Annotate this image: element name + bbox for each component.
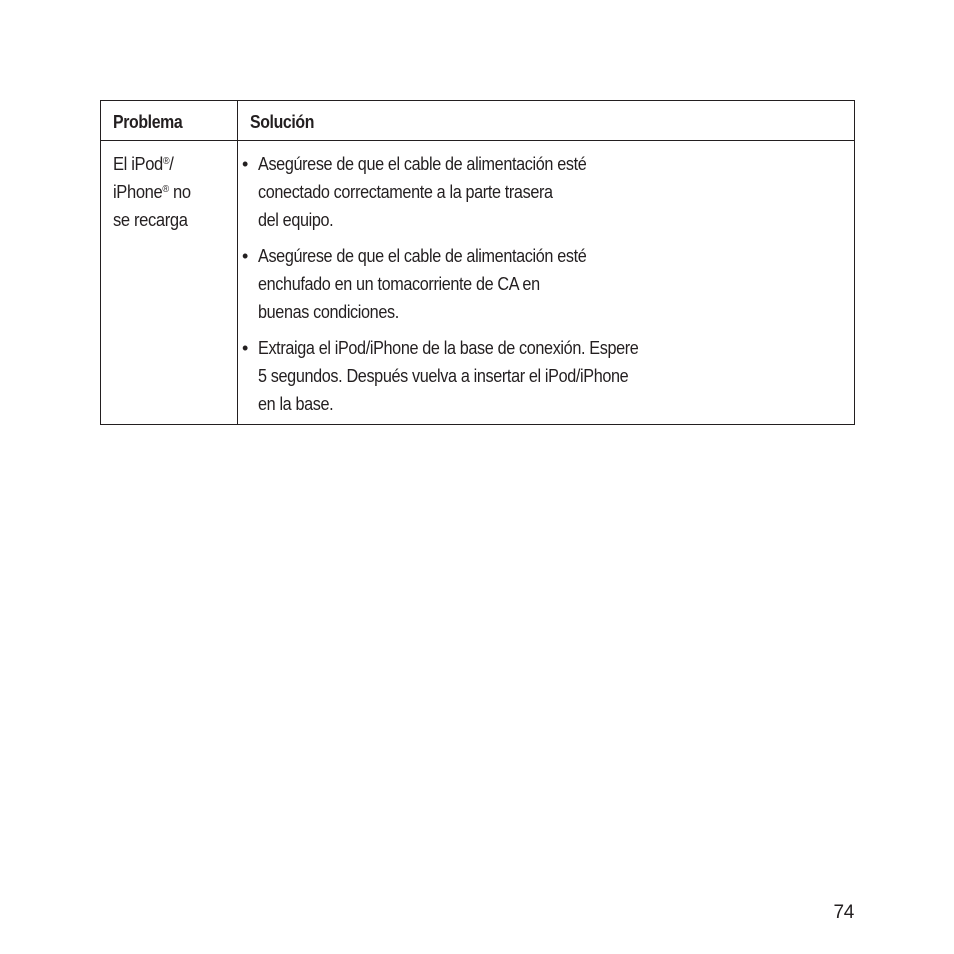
solution-1-line-3: del equipo. [258,210,334,230]
solution-3-line-2: 5 segundos. Después vuelva a insertar el iPod/iPhone [258,366,629,386]
solution-2-line-2: enchufado en un tomacorriente de CA en [258,274,540,294]
header-solution: Solución [238,101,855,141]
problem-cell [101,141,238,425]
solution-2-line-1: Asegúrese de que el cable de alimentación esté [258,246,587,266]
registered-mark: ® [162,184,169,195]
bullet-icon: • [242,246,248,266]
problem-line-3: se recarga [113,210,188,230]
bullet-icon: • [242,338,248,358]
table-header-row [101,101,855,141]
table-row [101,141,855,425]
problem-line-1: El iPod®/ [113,154,174,174]
list-item [242,150,854,234]
solution-2-line-3: buenas condiciones. [258,302,399,322]
solution-list [242,150,854,418]
problem-line-2: iPhone® no [113,182,191,202]
solution-1-line-1: Asegúrese de que el cable de alimentación esté [258,154,587,174]
bullet-icon: • [242,154,248,174]
solution-cell [238,141,855,425]
list-item [242,242,854,326]
list-item [242,334,854,418]
solution-3-line-3: en la base. [258,394,334,414]
solution-3-line-1: Extraiga el iPod/iPhone de la base de conexión. Espere [258,338,639,358]
registered-mark: ® [162,156,170,167]
header-problem: Problema [101,101,238,141]
troubleshooting-table [100,100,855,425]
page-number: 74 [833,902,854,923]
solution-1-line-2: conectado correctamente a la parte trasera [258,182,553,202]
